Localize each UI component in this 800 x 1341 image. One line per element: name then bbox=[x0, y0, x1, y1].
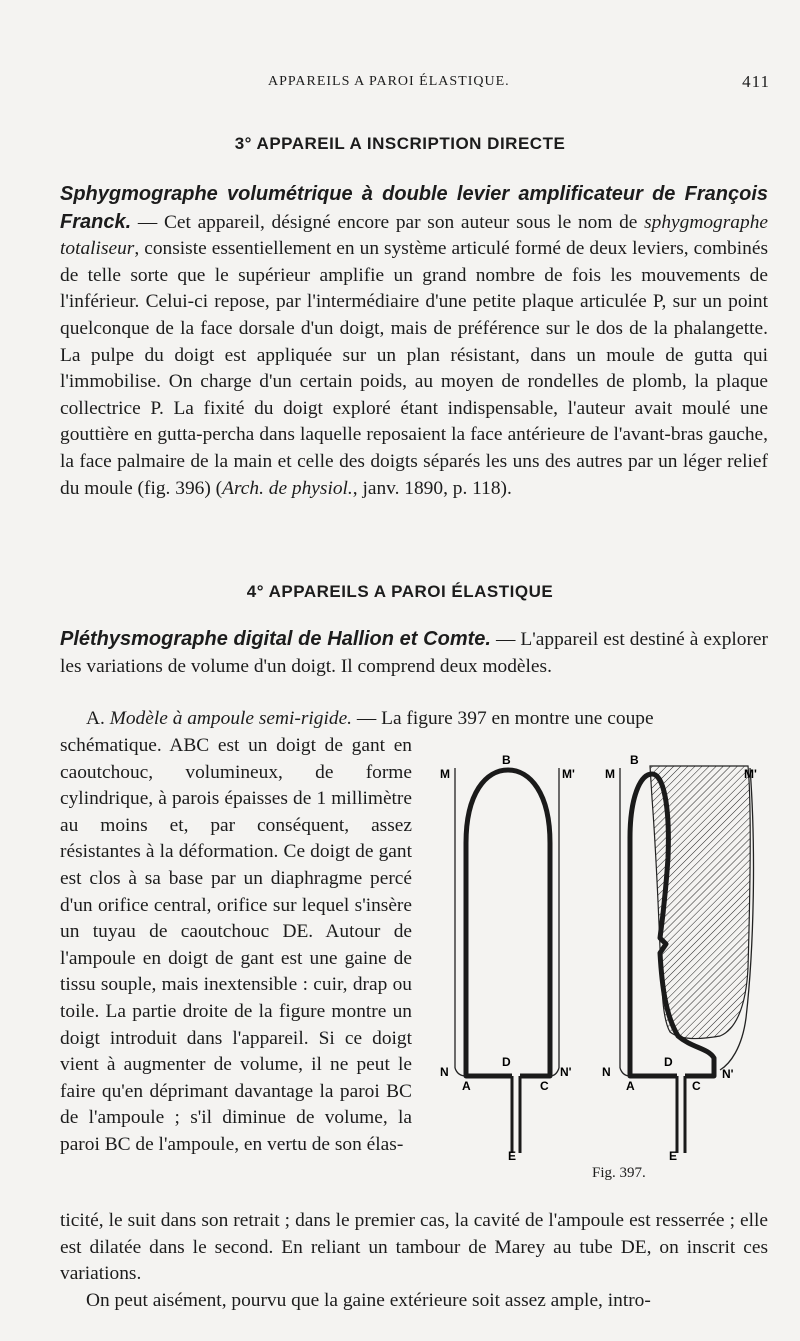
left-label-B: B bbox=[502, 753, 511, 767]
section-3-text-2: , consiste essentiellement en un système articulé formé de deux leviers, combinés de telle sorte que le supérieur amplifie un grand nombre de fois les mouvements de l'inférieur. Celui-ci repose, par l'intermédiaire d'une petite plaque articulée P, sur un point quelconque de la face dorsale d'un doigt, mais de préférence sur le dos de la phalangette. La pulpe du doigt est appliquée sur un plan résistant, dans un moule de gutta qui l'immobilise. On charge d'un certain poids, au moyen de rondelles de plomb, la plaque collectrice P. La fixité du doigt exploré étant indispensable, l'auteur avait moulé une gouttière en gutta-percha dans laquelle reposaient la face antérieure de l'avant-bras gauche, la face palmaire de la main et celle des doigts séparés les uns des autres par un léger relief du moule (fig. 396) ( bbox=[60, 238, 768, 499]
left-label-N-prime: N' bbox=[560, 1065, 572, 1079]
section-3-paragraph bbox=[60, 181, 768, 502]
right-label-B: B bbox=[630, 753, 639, 767]
right-label-N: N bbox=[602, 1065, 611, 1079]
right-label-N-prime: N' bbox=[722, 1067, 734, 1081]
left-label-M: M bbox=[440, 767, 450, 781]
left-label-E: E bbox=[508, 1149, 517, 1163]
right-label-D: D bbox=[664, 1055, 673, 1069]
figure-397 bbox=[430, 748, 770, 1178]
right-label-E: E bbox=[669, 1149, 678, 1163]
running-head-title: APPAREILS A PAROI ÉLASTIQUE. bbox=[268, 74, 510, 89]
right-label-C: C bbox=[692, 1079, 701, 1093]
left-label-A: A bbox=[462, 1079, 471, 1093]
left-label-M-prime: M' bbox=[562, 767, 575, 781]
model-a-narrow-text: schématique. ABC est un doigt de gant en caoutchouc, volumineux, de forme cylindrique, à parois épaisses de 1 millimètre au moins et, par conséquent, assez résistantes à la déformation. Ce doigt de gant est clos à sa base par un diaphragme percé d'un orifice central, orifice sur lequel s'insère un tuyau de caoutchouc DE. Autour de l'ampoule en doigt de gant est une gaine de tissu souple, mais inextensible : cuir, drap ou toile. La partie droite de la figure montre un doigt introduit dans l'appareil. Si ce doigt vient à augmenter de volume, il ne peut le faire qu'en déprimant davantage la paroi BC de l'ampoule ; s'il diminue de volume, la paroi BC de l'ampoule, en vertu de son élas- bbox=[60, 735, 412, 1155]
figure-397-drawing bbox=[430, 748, 770, 1178]
figure-caption: Fig. 397. bbox=[592, 1165, 646, 1181]
plethysmographe-title: Pléthysmographe digital de Hallion et Comte. bbox=[60, 628, 491, 650]
left-label-C: C bbox=[540, 1079, 549, 1093]
model-a-label: A. bbox=[86, 708, 110, 729]
section-3-heading: 3° APPAREIL A INSCRIPTION DIRECTE bbox=[234, 134, 566, 153]
section-3-italic-1: sphygmographe totaliseur bbox=[60, 211, 768, 260]
page-number: 411 bbox=[742, 72, 770, 91]
section-3-text-3: , janv. 1890, p. 118). bbox=[352, 477, 512, 499]
right-label-M: M bbox=[605, 767, 615, 781]
section-3-text-1: — Cet appareil, désigné encore par son auteur sous le nom de bbox=[131, 211, 645, 233]
model-a-intro bbox=[60, 706, 768, 733]
sphygmographe-title: Sphygmographe volumétrique à double levier amplificateur de François Franck. bbox=[60, 183, 768, 233]
section-3-italic-2: Arch. de physiol. bbox=[222, 477, 353, 499]
last-line: On peut aisément, pourvu que la gaine extérieure soit assez ample, intro- bbox=[86, 1290, 651, 1311]
model-a-intro-text: — La figure 397 en montre une coupe bbox=[352, 708, 654, 729]
left-ampoule-wall bbox=[466, 770, 550, 1076]
left-label-N: N bbox=[440, 1065, 449, 1079]
section-4-heading: 4° APPAREILS A PAROI ÉLASTIQUE bbox=[246, 582, 554, 601]
model-a-rest-text: ticité, le suit dans son retrait ; dans le premier cas, la cavité de l'ampoule est resserrée ; elle est dilatée dans le second. En reliant un tambour de Marey au tube DE, on inscrit ces variations. bbox=[60, 1210, 768, 1285]
section-4-text: — L'appareil est destiné à explorer les variations de volume d'un doigt. Il comprend deux modèles. bbox=[60, 629, 768, 677]
left-label-D: D bbox=[502, 1055, 511, 1069]
section-4-paragraph bbox=[60, 626, 768, 680]
left-device bbox=[440, 753, 575, 1163]
right-device bbox=[602, 753, 757, 1163]
right-label-A: A bbox=[626, 1079, 635, 1093]
right-label-M-prime: M' bbox=[744, 767, 757, 781]
model-a-title: Modèle à ampoule semi-rigide. bbox=[109, 708, 353, 729]
